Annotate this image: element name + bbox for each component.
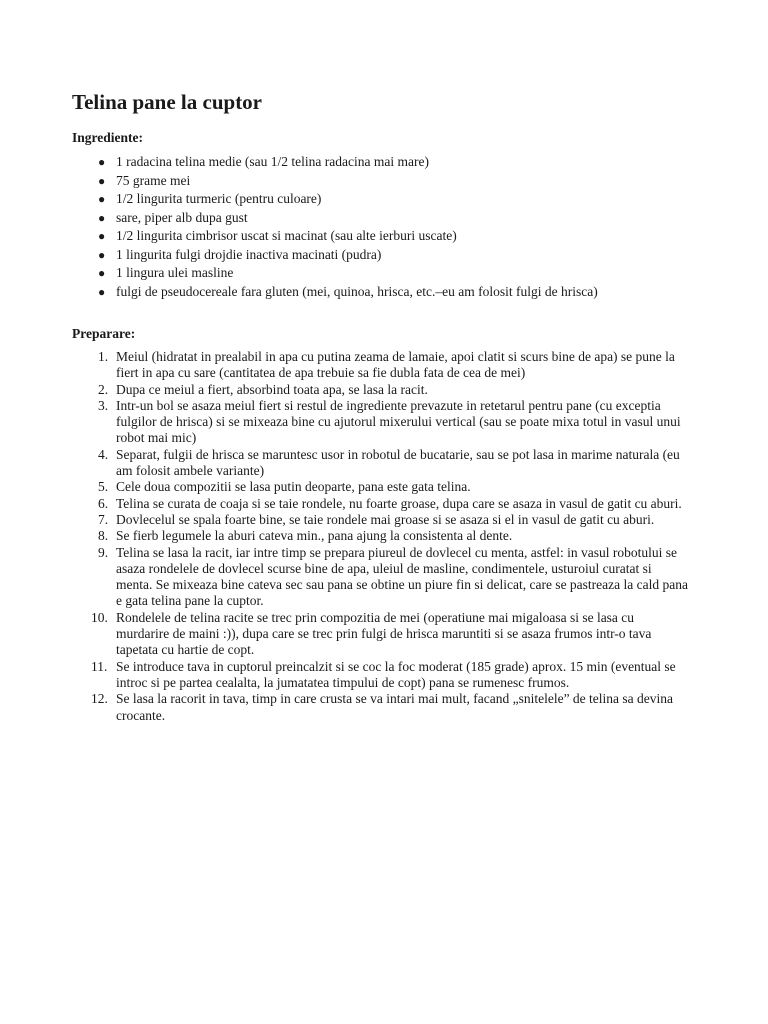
ingredient-text: 1 lingura ulei masline (116, 265, 234, 280)
ingredient-text: 1/2 lingurita cimbrisor uscat si macinat (sau alte ierburi uscate) (116, 228, 457, 243)
step-number: 11. (91, 658, 108, 674)
ingredient-item (98, 153, 696, 172)
ingredient-item (98, 227, 696, 246)
step-text: Intr-un bol se asaza meiul fiert si restul de ingrediente prevazute in retetarul pentru pane (cu exceptia fulgilor de hrisca) si se mixeaza bine cu ajutorul mixerului vertical (sau se poate mixa totul in vasul unui robot mai mic) (116, 397, 681, 446)
preparation-step (98, 511, 696, 528)
bullet-icon: ● (98, 173, 106, 188)
step-text: Dupa ce meiul a fiert, absorbind toata apa, se lasa la racit. (116, 381, 428, 397)
ingredient-text: 1/2 lingurita turmeric (pentru culoare) (116, 191, 322, 206)
step-text: Rondelele de telina racite se trec prin compozitia de mei (operatiune mai migaloasa si se lasa cu murdarire de maini :)), dupa care se trec prin fulgi de hrisca maruntiti si se asaza frumos intr-o tava tapetata cu hartie de copt. (116, 609, 652, 658)
ingredient-item (98, 283, 696, 302)
step-number: 9. (98, 544, 109, 560)
ingredient-item (98, 209, 696, 228)
preparation-step (91, 691, 696, 724)
step-number: 1. (98, 349, 109, 364)
preparation-step (98, 495, 696, 512)
ingredient-item (98, 264, 696, 283)
bullet-icon: ● (98, 266, 106, 280)
step-text: Se fierb legumele la aburi cateva min., pana ajung la consistenta al dente. (116, 528, 513, 544)
preparation-step (98, 381, 696, 398)
ingredient-text: 1 lingurita fulgi drojdie inactiva macinati (pudra) (116, 246, 382, 262)
preparation-step (98, 446, 696, 480)
step-number: 2. (98, 381, 109, 397)
preparation-step (91, 609, 696, 659)
ingredient-text: 75 grame mei (116, 172, 191, 188)
ingredients-list (72, 153, 696, 301)
step-number: 4. (98, 446, 109, 462)
ingredient-text: 1 radacina telina medie (sau 1/2 telina radacina mai mare) (116, 154, 429, 169)
step-number: 6. (98, 495, 109, 511)
preparation-heading: Preparare: (72, 326, 136, 341)
preparation-step (98, 479, 696, 495)
preparation-step (98, 528, 696, 544)
bullet-icon: ● (98, 210, 106, 225)
bullet-icon: ● (98, 155, 106, 169)
ingredient-item (98, 172, 696, 191)
bullet-icon: ● (98, 284, 106, 299)
step-number: 10. (91, 609, 108, 625)
step-text: Dovlecelul se spala foarte bine, se taie rondele mai groase si se asaza si el in vasul de gatit cu aburi. (116, 511, 655, 527)
ingredient-text: sare, piper alb dupa gust (116, 209, 248, 225)
step-text: Meiul (hidratat in prealabil in apa cu putina zeama de lamaie, apoi clatit si scurs bine de apa) se pune la fiert in apa cu sare (cantitatea de apa trebuie sa fie dubla fata de cea de mei) (116, 349, 675, 381)
document-title: Telina pane la cuptor (72, 90, 263, 114)
step-number: 12. (91, 691, 108, 707)
step-text: Telina se lasa la racit, iar intre timp se prepara piureul de dovlecel cu menta, astfel: in vasul robotului se asaza rondelele de dovlecel scurse bine de apa, uleiul de masline, condimentele, usturoiul curatat si menta. Se mixeaza bine cateva sec sau pana se obtine un piure fin si delicat, care se pastreaza la cald pana e gata telina pane la cuptor. (116, 544, 688, 609)
step-number: 3. (98, 397, 109, 413)
step-number: 7. (98, 511, 109, 527)
step-text: Se lasa la racorit in tava, timp in care crusta se va intari mai mult, facand „snitelele” de telina sa devina crocante. (116, 691, 674, 723)
preparation-step (98, 544, 696, 610)
preparation-step (98, 397, 696, 447)
step-text: Telina se curata de coaja si se taie rondele, nu foarte groase, dupa care se asaza in vasul de gatit cu aburi. (116, 495, 682, 511)
step-text: Cele doua compozitii se lasa putin deoparte, pana este gata telina. (116, 479, 471, 495)
ingredient-item (98, 246, 696, 265)
step-text: Separat, fulgii de hrisca se maruntesc usor in robotul de bucatarie, sau se pot lasa in marime naturala (eu am folosit ambele variante) (116, 446, 680, 479)
step-text: Se introduce tava in cuptorul preincalzit si se coc la foc moderat (185 grade) aprox. 15 min (eventual se introc si pe partea cealalta, la jumatatea timpului de copt) pana se rumenesc frumos. (116, 658, 676, 690)
ingredient-text: fulgi de pseudocereale fara gluten (mei, quinoa, hrisca, etc.–eu am folosit fulgi de hrisca) (116, 283, 598, 299)
document-page (72, 88, 696, 724)
ingredients-heading: Ingrediente: (72, 130, 143, 145)
bullet-icon: ● (98, 247, 106, 262)
bullet-icon: ● (98, 229, 106, 243)
preparation-step (98, 349, 696, 382)
ingredient-item (98, 190, 696, 209)
step-number: 5. (98, 479, 109, 495)
step-number: 8. (98, 528, 109, 544)
preparation-steps-list (72, 349, 696, 724)
preparation-step (91, 658, 696, 692)
bullet-icon: ● (98, 192, 106, 206)
